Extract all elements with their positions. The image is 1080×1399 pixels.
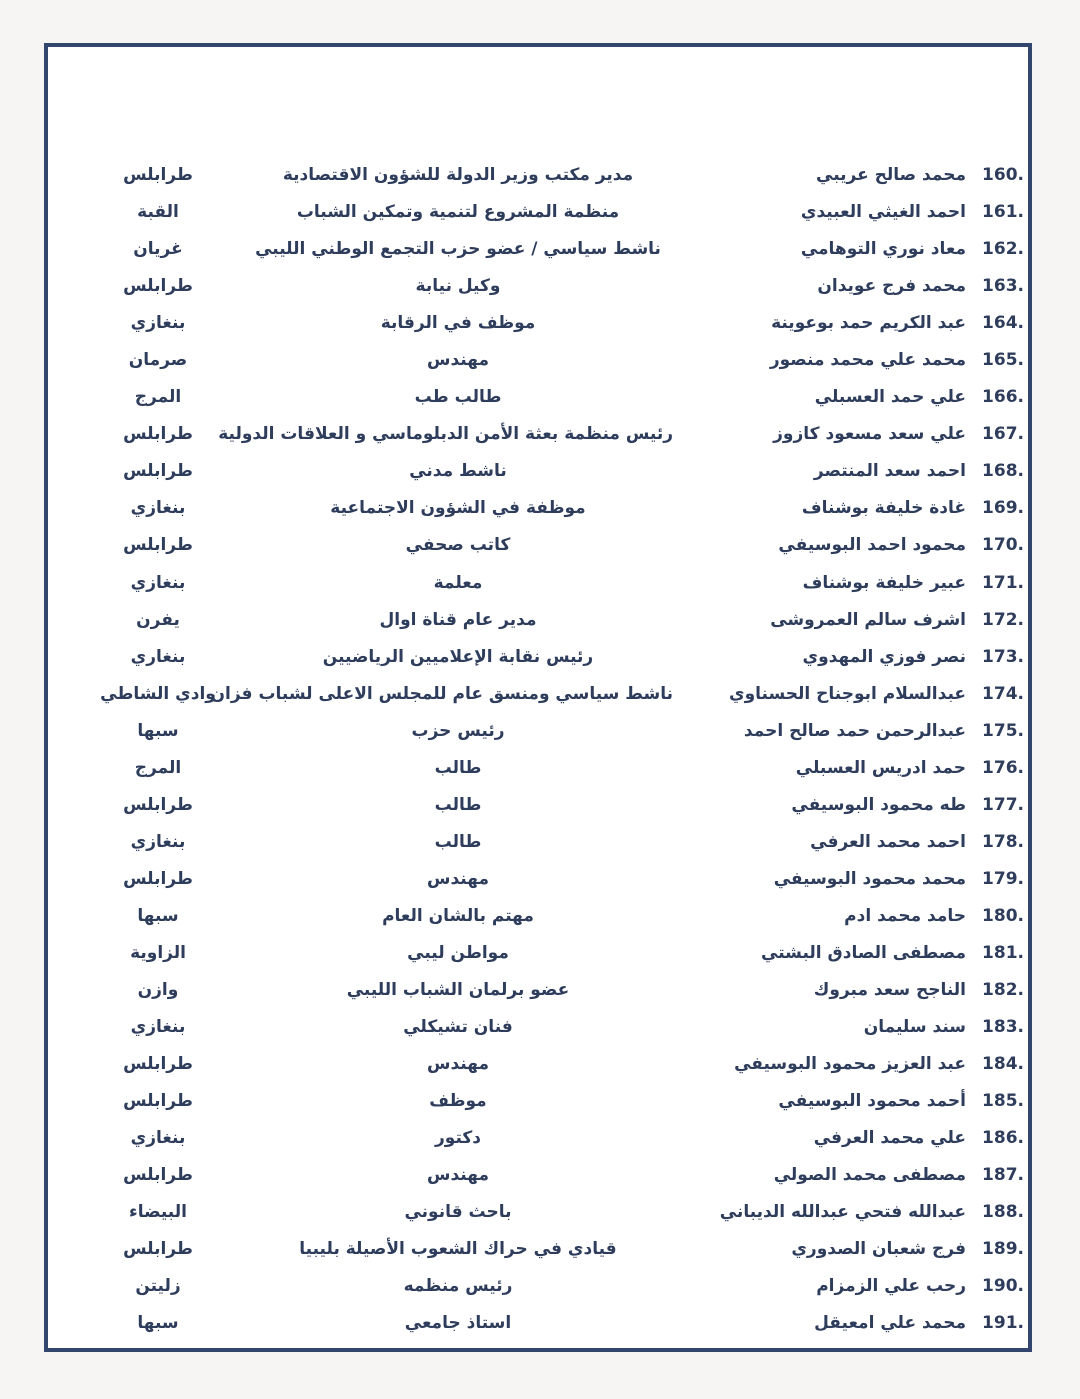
list-item <box>48 231 1028 268</box>
row-number: 185. <box>982 1091 1024 1112</box>
person-name: مصطفى الصادق البشتي <box>761 942 966 963</box>
list-item <box>48 972 1028 1009</box>
list-item <box>48 787 1028 824</box>
list-item <box>48 1194 1028 1231</box>
row-number: 163. <box>982 276 1024 297</box>
row-number: 170. <box>982 535 1024 556</box>
person-city: طرابلس <box>123 276 193 297</box>
person-city: القبة <box>137 202 179 223</box>
row-number: 178. <box>982 831 1024 852</box>
row-number: 174. <box>982 683 1024 704</box>
person-name: عبد العزيز محمود البوسيفي <box>734 1054 966 1075</box>
person-role: مدير عام قناة اوال <box>379 609 537 630</box>
person-role: مهندس <box>427 1054 489 1075</box>
person-role: ناشط سياسي / عضو حزب التجمع الوطني الليبي <box>255 239 661 260</box>
row-number: 171. <box>982 572 1024 593</box>
list-item <box>48 1083 1028 1120</box>
row-number: 168. <box>982 461 1024 482</box>
person-name: علي محمد العرفي <box>813 1128 966 1149</box>
person-name: عبدالرحمن حمد صالح احمد <box>743 720 966 741</box>
list-item <box>48 342 1028 379</box>
row-number: 179. <box>982 868 1024 889</box>
person-name: عبير خليفة بوشناف <box>802 572 966 593</box>
person-name: عبدالسلام ابوجناح الحسناوي <box>728 683 966 704</box>
person-city: وادي الشاطي <box>100 683 216 704</box>
person-name: حمد ادريس العسبلي <box>795 757 966 778</box>
person-city: طرابلس <box>123 535 193 556</box>
person-city: بنغازي <box>130 572 186 593</box>
person-role: باحث قانوني <box>404 1202 512 1223</box>
row-number: 183. <box>982 1017 1024 1038</box>
person-name: حامد محمد ادم <box>844 905 966 926</box>
person-name: احمد الغيثي العبيدي <box>800 202 966 223</box>
person-name: عبدالله فتحي عبدالله الديباني <box>719 1202 966 1223</box>
person-name: مصطفى محمد الصولي <box>773 1165 966 1186</box>
person-city: زليتن <box>135 1276 181 1297</box>
person-city: يفرن <box>136 609 180 630</box>
list-item <box>48 1009 1028 1046</box>
row-number: 161. <box>982 202 1024 223</box>
person-role: قيادي في حراك الشعوب الأصيلة بليبيا <box>299 1239 617 1260</box>
person-role: ناشط مدني <box>409 461 507 482</box>
list-item <box>48 1046 1028 1083</box>
row-number: 180. <box>982 905 1024 926</box>
person-city: طرابلس <box>123 461 193 482</box>
list-item <box>48 676 1028 713</box>
person-role: مهندس <box>427 1165 489 1186</box>
row-number: 167. <box>982 424 1024 445</box>
person-role: موظفة في الشؤون الاجتماعية <box>330 498 586 519</box>
person-city: بنغاري <box>130 646 186 667</box>
list-item <box>48 639 1028 676</box>
person-role: موظف <box>429 1091 487 1112</box>
person-name: معاد نوري التوهامي <box>800 239 966 260</box>
row-number: 190. <box>982 1276 1024 1297</box>
person-role: ناشط سياسي ومنسق عام للمجلس الاعلى لشباب فزان <box>210 683 673 704</box>
person-role: رئيس نقابة الإعلاميين الرياضيين <box>322 646 594 667</box>
person-name: عبد الكريم حمد بوعوينة <box>771 313 966 334</box>
row-number: 182. <box>982 980 1024 1001</box>
person-city: وازن <box>137 980 179 1001</box>
row-number: 191. <box>982 1313 1024 1334</box>
row-number: 173. <box>982 646 1024 667</box>
list-item <box>48 1157 1028 1194</box>
person-name: رحب علي الزمزام <box>816 1276 966 1297</box>
list-item <box>48 268 1028 305</box>
list-item <box>48 1231 1028 1268</box>
row-number: 172. <box>982 609 1024 630</box>
list-item <box>48 194 1028 231</box>
person-city: طرابلس <box>123 1091 193 1112</box>
row-number: 188. <box>982 1202 1024 1223</box>
person-role: فنان تشيكلي <box>403 1017 513 1038</box>
person-city: طرابلس <box>123 794 193 815</box>
person-city: بنغازي <box>130 831 186 852</box>
person-role: مهندس <box>427 868 489 889</box>
person-city: بنغازي <box>130 1017 186 1038</box>
person-role: استاذ جامعي <box>404 1313 512 1334</box>
list-item <box>48 565 1028 602</box>
row-number: 160. <box>982 165 1024 185</box>
person-role: دكتور <box>435 1128 481 1149</box>
person-role: مواطن ليبي <box>407 942 509 963</box>
person-role: موظف في الرقابة <box>380 313 536 334</box>
list-item <box>48 1305 1028 1342</box>
person-city: سبها <box>137 1313 179 1334</box>
person-role: منظمة المشروع لتنمية وتمكين الشباب <box>296 202 620 223</box>
person-city: غريان <box>133 239 183 260</box>
person-role: رئيس حزب <box>411 720 505 741</box>
list-item <box>48 1268 1028 1305</box>
person-role: طالب طب <box>414 387 502 408</box>
person-city: طرابلس <box>123 868 193 889</box>
list-item <box>48 713 1028 750</box>
row-number: 189. <box>982 1239 1024 1260</box>
list-item <box>48 861 1028 898</box>
row-number: 165. <box>982 350 1024 371</box>
list-item <box>48 416 1028 453</box>
person-name: محمد صالح عريبي <box>816 165 966 185</box>
list-item <box>48 602 1028 639</box>
person-city: طرابلس <box>123 1239 193 1260</box>
members-list <box>48 157 1028 1343</box>
person-city: المرج <box>134 387 182 408</box>
person-name: محمد علي امعيقل <box>814 1313 966 1334</box>
person-name: محمد محمود البوسيفي <box>773 868 966 889</box>
person-role: وكيل نيابة <box>415 276 501 297</box>
person-role: كاتب صحفي <box>405 535 511 556</box>
row-number: 162. <box>982 239 1024 260</box>
person-name: احمد محمد العرفي <box>810 831 966 852</box>
person-role: رئيس منظمه <box>403 1276 513 1297</box>
person-name: غادة خليفة بوشناف <box>801 498 966 519</box>
person-name: محمود احمد البوسيفي <box>778 535 966 556</box>
person-city: البيضاء <box>129 1202 187 1223</box>
row-number: 177. <box>982 794 1024 815</box>
document-frame <box>44 43 1032 1352</box>
person-role: مدير مكتب وزير الدولة للشؤون الاقتصادية <box>282 165 634 185</box>
row-number: 181. <box>982 942 1024 963</box>
list-item <box>48 305 1028 342</box>
list-item <box>48 750 1028 787</box>
list-item <box>48 490 1028 527</box>
person-city: المرج <box>134 757 182 778</box>
person-name: الناجح سعد مبروك <box>813 980 966 1001</box>
person-name: محمد علي محمد منصور <box>769 350 966 371</box>
person-city: طرابلس <box>123 165 193 185</box>
person-city: الزاوية <box>130 942 186 963</box>
list-item <box>48 935 1028 972</box>
row-number: 169. <box>982 498 1024 519</box>
list-item <box>48 824 1028 861</box>
person-name: نصر فوزي المهدوي <box>802 646 966 667</box>
person-name: أحمد محمود البوسيفي <box>778 1091 966 1112</box>
row-number: 187. <box>982 1165 1024 1186</box>
person-city: سبها <box>137 720 179 741</box>
person-name: محمد فرج عويدان <box>817 276 966 297</box>
person-city: سبها <box>137 905 179 926</box>
person-role: مهندس <box>427 350 489 371</box>
person-city: صرمان <box>128 350 188 371</box>
row-number: 164. <box>982 313 1024 334</box>
list-item <box>48 527 1028 564</box>
person-role: رئيس منظمة بعثة الأمن الدبلوماسي و العلاقات الدولية <box>218 424 673 445</box>
list-item <box>48 453 1028 490</box>
person-city: طرابلس <box>123 1165 193 1186</box>
person-role: معلمة <box>433 572 483 593</box>
list-item <box>48 1120 1028 1157</box>
person-name: طه محمود البوسيفي <box>791 794 966 815</box>
row-number: 166. <box>982 387 1024 408</box>
list-item <box>48 898 1028 935</box>
person-city: طرابلس <box>123 424 193 445</box>
person-role: مهتم بالشان العام <box>382 905 534 926</box>
person-role: طالب <box>434 794 482 815</box>
person-name: اشرف سالم العمروشى <box>770 609 966 630</box>
person-city: بنغازي <box>130 1128 186 1149</box>
list-item <box>48 157 1028 194</box>
person-role: عضو برلمان الشباب الليبي <box>346 980 570 1001</box>
person-role: طالب <box>434 831 482 852</box>
list-item <box>48 379 1028 416</box>
person-city: بنغازي <box>130 498 186 519</box>
person-city: طرابلس <box>123 1054 193 1075</box>
row-number: 184. <box>982 1054 1024 1075</box>
person-city: بنغازي <box>130 313 186 334</box>
row-number: 176. <box>982 757 1024 778</box>
person-name: علي سعد مسعود كازوز <box>773 424 966 445</box>
row-number: 175. <box>982 720 1024 741</box>
person-name: فرج شعبان الصدوري <box>791 1239 966 1260</box>
person-name: علي حمد العسبلي <box>814 387 966 408</box>
person-name: سند سليمان <box>863 1017 966 1038</box>
person-name: احمد سعد المنتصر <box>813 461 966 482</box>
row-number: 186. <box>982 1128 1024 1149</box>
person-role: طالب <box>434 757 482 778</box>
